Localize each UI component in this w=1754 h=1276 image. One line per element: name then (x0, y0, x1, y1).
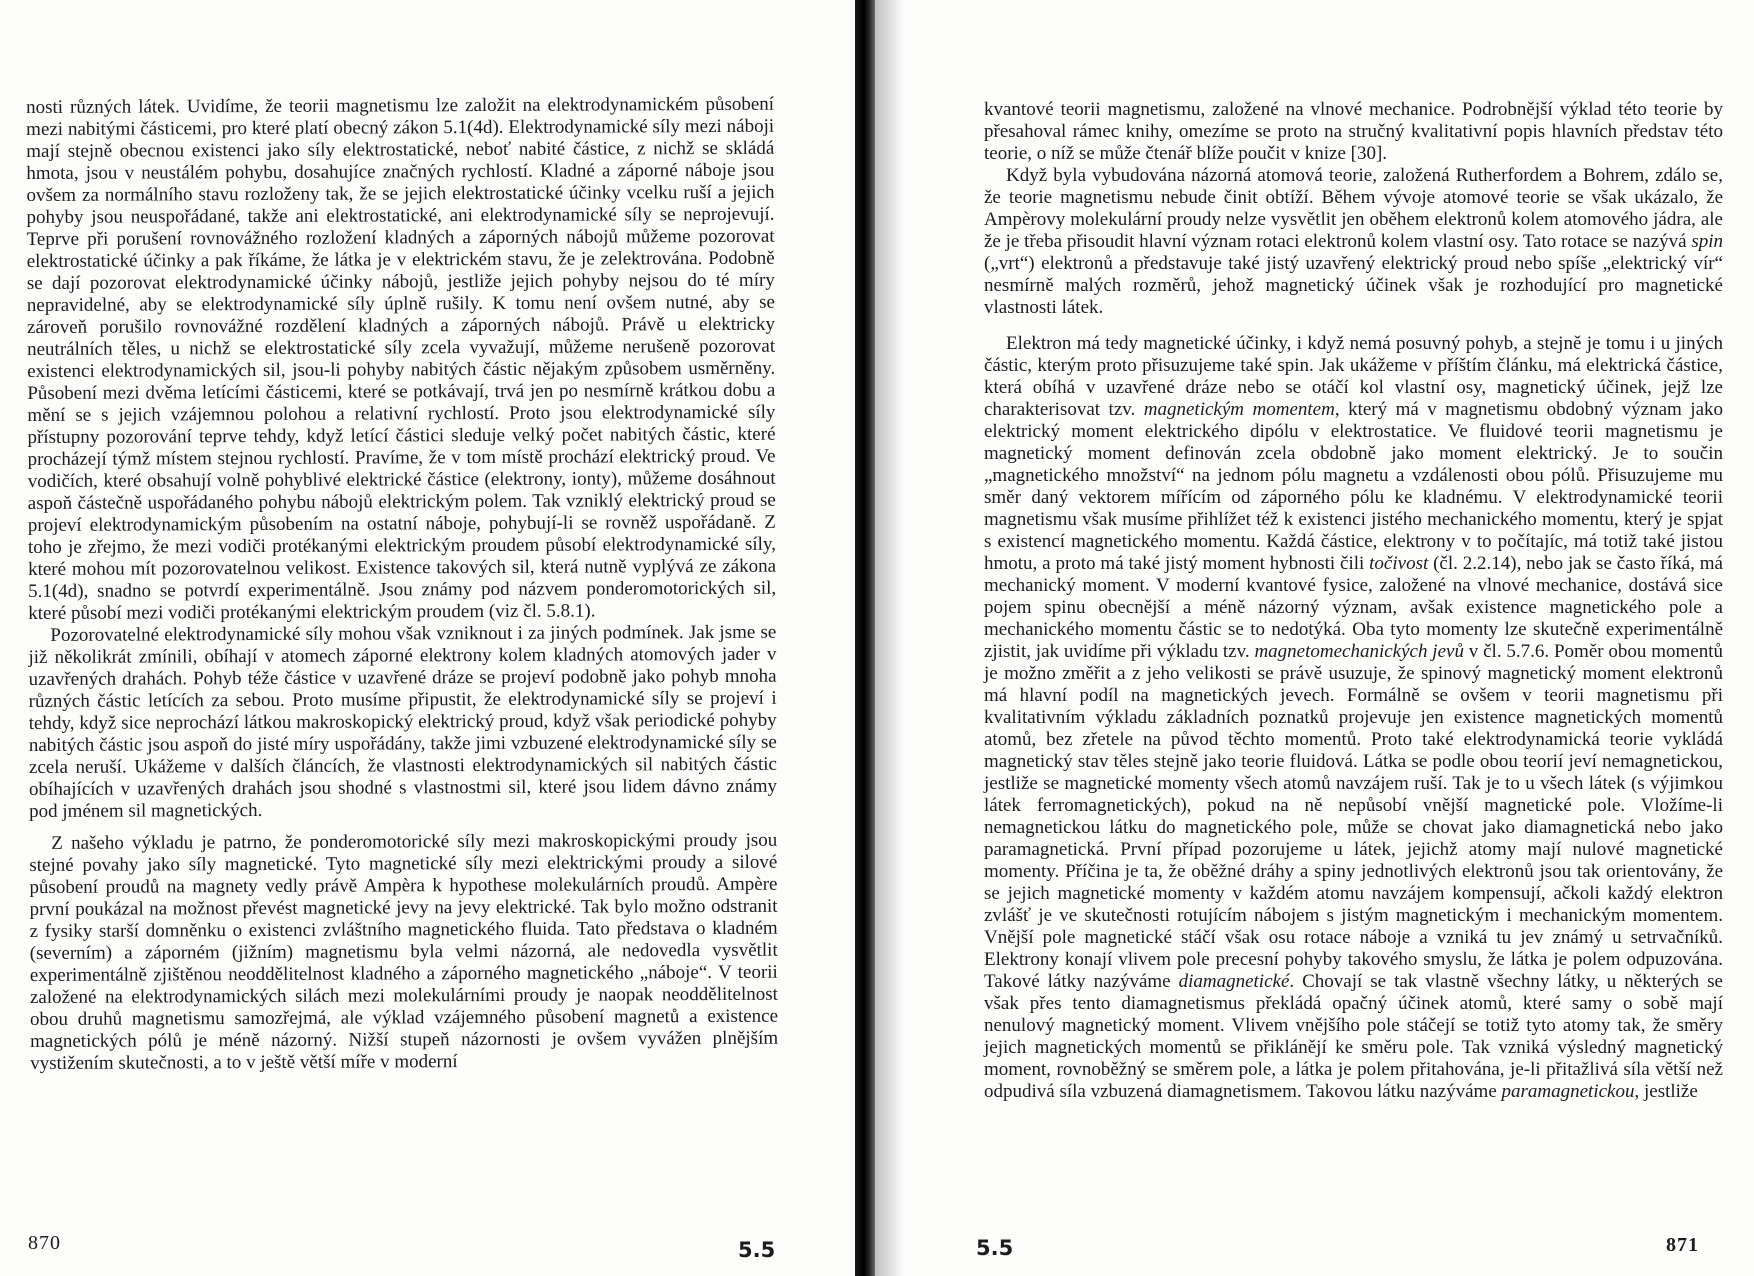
right-page-text (984, 99, 1723, 1103)
term-paramagnetic: paramagnetickou (1501, 1081, 1635, 1102)
page-number-right: 871 (1666, 1234, 1699, 1256)
right-paragraph-2: Když byla vybudována názorná atomová teorie, založená Rutherfordem a Bohrem, zdálo se, že teorie magnetismu nebude činit obtíží. Během vývoje atomové teorie se však ukázalo, že Ampèrovy molekulární proudy nelze vysvětlit jen oběhem elektronů kolem atomového jádra, ale že je třeba přisoudit hlavní význam rotaci elektronů kolem vlastní osy. Tato rotace se nazývá spin („vrt“) elektronů a představuje také jistý uzavřený elektrický proud nebo spíše „elektrický vír“ nesmírně malých rozměrů, jehož magnetický účinek však je rozhodující pro magnetické vlastnosti látek. (984, 165, 1723, 318)
left-page (0, 0, 862, 1276)
left-paragraph-2: Pozorovatelné elektrodynamické síly mohou však vzniknout i za jiných podmínek. Jak jsme se již několikrát zmínili, obíhají v atomech záporné elektrony kolem kladných atomových jader v uzavřených drahách. Pohyb téže částice v uzavřené dráze se projeví podobně jako pohyb mnoha různých částic letících za sebou. Proto musíme připustit, že elektrodynamické síly se projeví i tehdy, když sice neprochází látkou makroskopický elektrický proud, když však periodické pohyby nabitých částic jsou aspoň do jisté míry uspořádány, takže jimi vzbuzené elektrodynamické síly se zcela neruší. Ukážeme v dalších článcích, že vlastnosti elektrodynamických sil nabitých částic obíhajících v uzavřených drahách jsou shodné s vlastnostmi sil, které jsou lidem dávno známy pod jménem sil magnetických. (28, 621, 778, 822)
right-paragraph-1: kvantové teorii magnetismu, založené na vlnové mechanice. Podrobnější výklad této teorie by přesahoval rámec knihy, omezíme se proto na stručný kvalitativní popis hlavních představ této teorie, o níž se může čtenář blíže poučit v knize [30]. (984, 99, 1723, 164)
term-magnetic-moment: magnetickým momentem (1143, 399, 1335, 420)
section-number-right: 5.5 (976, 1236, 1014, 1260)
left-page-text (26, 94, 778, 1075)
term-diamagnetic: diamagnetické (1178, 971, 1290, 992)
section-number-left: 5.5 (738, 1238, 776, 1262)
term-magnetomechanical: magnetomechanických jevů (1254, 641, 1464, 662)
left-paragraph-3: Z našeho výkladu je patrno, že ponderomotorické síly mezi makroskopickými proudy jsou stejné povahy jako síly magnetické. Tyto magnetické síly mezi elektrickými proudy a silové působení proudů na magnety vedly právě Ampèra k hypothese molekulárních proudů. Ampère první poukázal na možnost převést magnetické jevy na jevy elektrické. Tak bylo možno odstranit z fysiky starší domněnku o existenci zvláštního magnetického fluida. Tato představa o kladném (severním) a záporném (jižním) magnetismu byla velmi názorná, ale nedovedla vysvětlit experimentálně zjištěnou neoddělitelnost kladného a záporného magnetického „náboje“. V teorii založené na elektrodynamických silách mezi molekulárními proudy je naopak neoddělitelnost obou druhů magnetismu samozřejmá, ale výklad vzájemného působení magnetů a existence magnetických pólů je méně názorný. Nižší stupeň názornosti je ovšem vyvážen plnějším vystižením skutečnosti, a to v ještě větší míře v moderní (29, 829, 779, 1074)
right-paragraph-3: Elektron má tedy magnetické účinky, i když nemá posuvný pohyb, a stejně je tomu i u jiných částic, kterým proto přisuzujeme také spin. Jak ukážeme v příštím článku, má elektrická částice, která obíhá v uzavřené dráze nebo se otáčí kol vlastní osy, magnetický účinek, jejž lze charakterisovat tzv. magnetickým momentem, který má v magnetismu obdobný význam jako elektrický moment elektrického dipólu v elektrostatice. Ve fluidové teorii magnetismu je magnetický moment definován zcela obdobně jako moment elektrický. Je to součin „magnetického množství“ na jednom pólu magnetu a vzdálenosti obou pólů. Přisuzujeme mu směr daný vektorem mířícím od záporného pólu ke kladnému. V elektrodynamické teorii magnetismu však musíme přihlížet též k existenci jistého mechanického momentu, který je spjat s existencí magnetického momentu. Každá částice, elektrony v to počítajíc, má totiž také jistou hmotu, a proto má také jistý moment hybnosti čili točivost (čl. 2.2.14), nebo jak se často říká, má mechanický moment. V moderní kvantové fysice, založené na vlnové mechanice, dostává sice pojem spinu obecnější a méně názorný význam, avšak existence magnetického pole a mechanického momentu částic se to nedotýká. Oba tyto momenty lze skutečně experimentálně zjistit, jak uvidíme při výkladu tzv. magnetomechanických jevů v čl. 5.7.6. Poměr obou momentů je možno změřit a z jeho velikosti se právě usuzuje, že spinový magnetický moment elektronů má hlavní podíl na magnetických jevech. Formálně se ovšem v teorii magnetismu při kvalitativním výkladu základních poznatků projevuje jen existence magnetických momentů atomů, bez zřetele na původ těchto momentů. Proto také elektrodynamická teorie vykládá magnetický stav těles stejně jako teorie fluidová. Látka se podle obou teorií jeví nemagnetickou, jestliže se magnetické momenty všech atomů navzájem ruší. Tak je to u všech látek (s výjimkou látek ferromagnetických), pokud na ně nepůsobí vnější magnetické pole. Vložíme-li nemagnetickou látku do magnetického pole, může se chovat jako diamagnetická nebo jako paramagnetická. První případ pozorujeme u látek, jejichž atomy mají nulové magnetické momenty. Příčina je ta, že oběžné dráhy a spiny jednotlivých elektronů jsou tak orientovány, že se jejich magnetické momenty v každém atomu navzájem kompensují, ačkoli každý elektron zvlášť je ve skutečnosti rotujícím nábojem s jistým magnetickým i mechanickým momentem. Vnější pole magnetické stáčí však osu rotace náboje a vzniká tu jev známý u setrvačníků. Elektrony konají vlivem pole precesní pohyby takového smyslu, že látka je polem odpuzována. Takové látky nazýváme diamagnetické. Chovají se tak vlastně všechny látky, u některých se však přes tento diamagnetismus překládá opačný účinek atomů, které samy o sobě mají nenulový magnetický moment. Vlivem vnějšího pole stáčejí se totiž tyto atomy tak, že směry jejich magnetických momentů se přiklánějí ke směru pole. Tak vzniká výsledný magnetický moment, rovnoběžný se směrem pole, a látka je polem přitahována, je-li přitažlivá síla větší než odpudivá síla vzbuzená diamagnetismem. Takovou látku nazýváme paramagnetickou, jestliže (984, 333, 1724, 1102)
book-gutter (855, 0, 875, 1276)
term-tocivost: točivost (1369, 553, 1429, 574)
left-paragraph-1: nosti různých látek. Uvidíme, že teorii magnetismu lze založit na elektrodynamickém působení mezi nabitými částicemi, pro které platí obecný zákon 5.1(4d). Elektrodynamické síly mezi náboji mají stejně obecnou existenci jako síly elektrostatické, neboť nabité částice, z nichž se skládá hmota, jsou v neustálém pohybu, dosahujíce značných rychlostí. Kladné a záporné náboje jsou ovšem za normálního stavu rozloženy tak, že se jejich elektrostatické účinky vcelku ruší a jejich pohyby jsou neuspořádané, takže ani elektrostatické, ani elektrodynamické síly se neprojevují. Teprve při porušení rovnovážného rozložení kladných a záporných nábojů můžeme pozorovat elektrostatické účinky a pak říkáme, že látka je v elektrickém stavu, že je zelektrována. Podobně se dají pozorovat elektrodynamické účinky nábojů, jestliže jejich pohyby nejsou do té míry nepravidelné, aby se elektrodynamické síly úplně rušily. K tomu není ovšem nutné, aby se zároveň porušilo rovnovážné rozdělení kladných a záporných nábojů. Právě u elektricky neutrálních těles, u nichž se elektrostatické síly zcela vyvažují, můžeme nerušeně pozorovat existenci elektrodynamických sil, jsou-li pohyby nabitých částic nějakým způsobem usměrněny. Působení mezi dvěma letícími částicemi, které se potkávají, trvá jen po nesmírně krátkou dobu a mění se s jejich vzájemnou polohou a relativní rychlostí. Proto jsou elektrodynamické síly přístupny pozorování teprve tehdy, když letící částici sleduje velký počet nabitých částic, které procházejí týmž místem stejnou rychlostí. Pravíme, že v tom místě prochází elektrický proud. Ve vodičích, které obsahují volně pohyblivé elektrické částice (elektrony, ionty), můžeme dosáhnout aspoň částečně uspořádaného pohybu nábojů elektrickým polem. Tak vzniklý elektrický proud se projeví elektrodynamickým působením na ostatní náboje, pohybují-li se rovněž uspořádaně. Z toho je zřejmo, že mezi vodiči protékanými elektrickým proudem působí elektrodynamické síly, které mohou mít pozorovatelnou velikost. Existence takových sil, která nutně vyplývá ze zákona 5.1(4d), snadno se potvrdí experimentálně. Jsou známy pod názvem ponderomotorických sil, které působí mezi vodiči protékanými elektrickým proudem (viz čl. 5.8.1). (26, 93, 777, 624)
term-spin: spin (1691, 231, 1723, 252)
page-number-left: 870 (28, 1232, 61, 1254)
gutter-shadow (875, 0, 905, 1276)
